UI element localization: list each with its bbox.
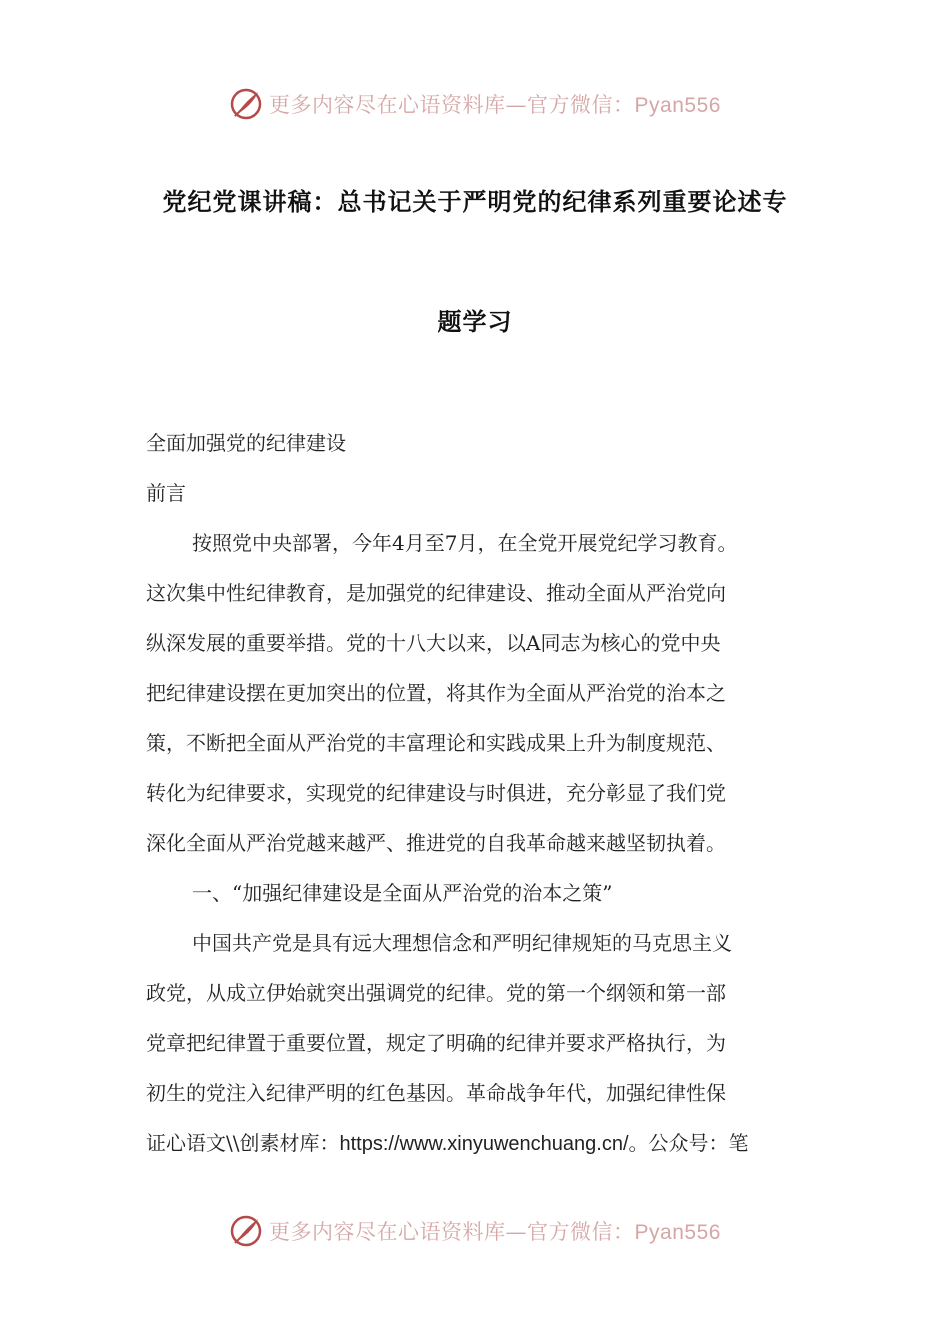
- source-url-link[interactable]: https://www.xinyuwenchuang.cn/: [339, 1133, 629, 1155]
- paragraph-line: 这次集中性纪律教育，是加强党的纪律建设、推动全面从严治党向: [146, 581, 726, 605]
- section-heading: 全面加强党的纪律建设: [146, 431, 346, 455]
- document-title-line-1: 党纪党课讲稿：总书记关于严明党的纪律系列重要论述专: [162, 187, 788, 216]
- line-prefix: 证心语文\\创素材库：: [146, 1131, 340, 1155]
- banner-wechat-id: Pyan556: [634, 94, 721, 117]
- line-suffix: 。公众号：笔: [628, 1131, 749, 1155]
- paragraph-line: 初生的党注入纪律严明的红色基因。革命战争年代，加强纪律性保: [146, 1081, 726, 1105]
- paragraph-line: 中国共产党是具有远大理想信念和严明纪律规矩的马克思主义: [192, 931, 732, 955]
- document-title-line-2: 题学习: [437, 307, 513, 336]
- banner-label: 更多内容尽在心语资料库—官方微信：: [269, 93, 635, 117]
- promo-banner-top: [0, 84, 950, 124]
- promo-banner-bottom: [0, 1211, 950, 1251]
- paragraph-line: 策，不断把全面从严治党的丰富理论和实践成果上升为制度规范、: [146, 731, 726, 755]
- paragraph-line: 党章把纪律置于重要位置，规定了明确的纪律并要求严格执行，为: [146, 1031, 726, 1055]
- document-body: [146, 418, 811, 1169]
- paragraph-line: 转化为纪律要求，实现党的纪律建设与时俱进，充分彰显了我们党: [146, 781, 726, 805]
- feather-pen-logo-icon: [229, 87, 263, 121]
- banner-text: [269, 1216, 721, 1246]
- paragraph-line-with-link: [146, 1118, 811, 1169]
- paragraph-line: 纵深发展的重要举措。党的十八大以来，以A同志为核心的党中央: [146, 631, 721, 655]
- banner-text: [269, 89, 721, 119]
- paragraph-line: 按照党中央部署，今年4月至7月，在全党开展党纪学习教育。: [192, 531, 738, 555]
- section-1-heading: 一、“加强纪律建设是全面从严治党的治本之策”: [192, 881, 613, 905]
- paragraph-line: 把纪律建设摆在更加突出的位置，将其作为全面从严治党的治本之: [146, 681, 726, 705]
- feather-pen-logo-icon: [229, 1214, 263, 1248]
- banner-wechat-id: Pyan556: [634, 1221, 721, 1244]
- paragraph-line: 政党，从成立伊始就突出强调党的纪律。党的第一个纲领和第一部: [146, 981, 726, 1005]
- paragraph-line: 深化全面从严治党越来越严、推进党的自我革命越来越坚韧执着。: [146, 831, 726, 855]
- preface-label: 前言: [146, 481, 186, 505]
- banner-label: 更多内容尽在心语资料库—官方微信：: [269, 1220, 635, 1244]
